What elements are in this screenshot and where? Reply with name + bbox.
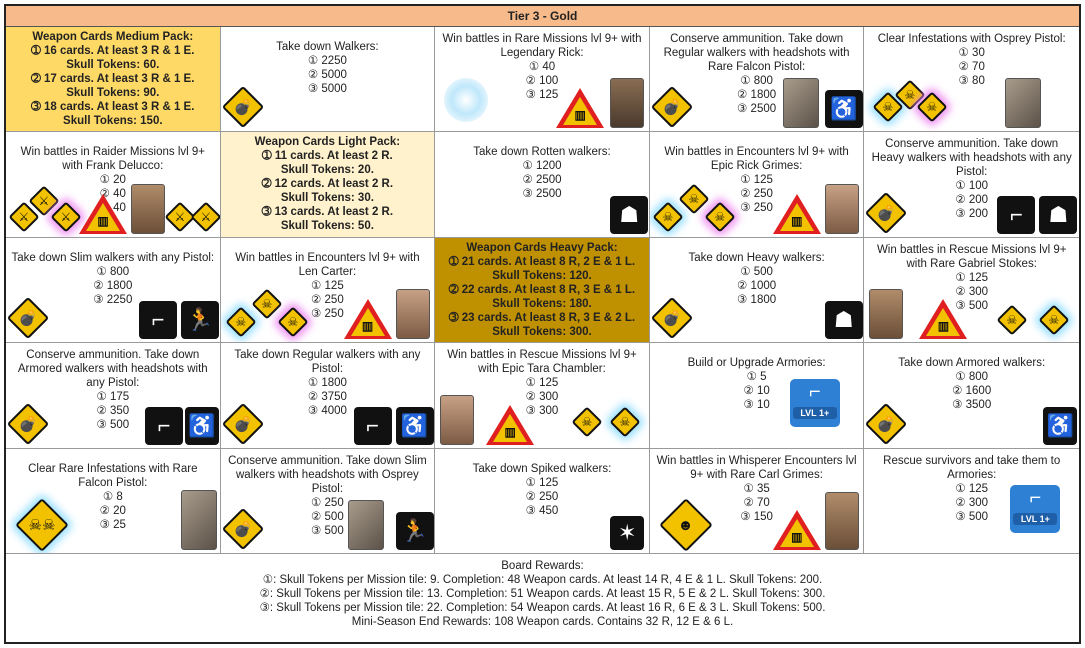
- skull-diamond-icon: ☠: [610, 406, 641, 437]
- mission-text: Take down Walkers:: [276, 41, 379, 53]
- mission-text: Conserve ammunition. Take down Slim walkers with headshots with Osprey Pistol:: [228, 454, 427, 495]
- mission-icons: [653, 293, 861, 339]
- tier-1: ① 500: [740, 265, 773, 278]
- tier-1: ① 5: [746, 371, 767, 384]
- tara-chambler-portrait: [440, 395, 474, 445]
- barricade-warning-icon: ▥: [556, 88, 604, 128]
- mission-icons: [653, 82, 861, 128]
- mission-icons: [224, 504, 432, 550]
- heavy-walker-icon: ☗: [825, 301, 863, 339]
- mission-text: Build or Upgrade Armories:: [687, 357, 826, 370]
- falcon-pistol-card: [181, 490, 217, 550]
- pack-line: Skull Tokens: 30.: [280, 192, 374, 205]
- tier-3: ③ 300: [525, 405, 559, 418]
- raider-diamond-icon: ⚔: [50, 201, 81, 232]
- tier-3: ③ 3500: [952, 399, 992, 412]
- osprey-pistol-card: [1005, 78, 1041, 128]
- tier-3: ③ 250: [311, 307, 344, 320]
- mission-grid: [6, 27, 1079, 554]
- barricade-warning-icon: ▥: [773, 194, 821, 234]
- mission-text: Take down Rotten walkers:: [473, 146, 611, 159]
- mission-text: Clear Infestations with Osprey Pistol:: [877, 33, 1066, 45]
- tier-2: ② 250: [525, 490, 559, 503]
- mission-text: Win battles in Rescue Missions lvl 9+ with Rare Gabriel Stokes:: [876, 243, 1067, 270]
- tier-2: ② 1600: [952, 385, 992, 398]
- tier-1: ① 8: [102, 490, 123, 503]
- pack-line: ➂ 23 cards. At least 8 R, 3 E & 2 L.: [448, 311, 636, 324]
- legendary-rick-portrait: [610, 78, 644, 128]
- tier-2: ② 200: [955, 194, 989, 207]
- mission-text: Take down Regular walkers with any Pistol:: [234, 349, 421, 376]
- tier-3: ③ 150: [740, 510, 773, 523]
- mission-icons: [867, 293, 1076, 339]
- mission-icons: [9, 188, 217, 234]
- mission-text: Win battles in Whisperer Encounters lvl 9+ with Rare Carl Grimes:: [656, 454, 857, 481]
- tier-1: ① 250: [311, 496, 344, 509]
- tier-2: ② 10: [743, 385, 770, 398]
- mission-text: Win battles in Raider Missions lvl 9+ with Frank Delucco:: [20, 146, 205, 173]
- mission-cell-armored-headshots[interactable]: [6, 343, 221, 448]
- mission-icons: [224, 82, 432, 128]
- pack-line: ➁ 22 cards. At least 8 R, 3 E & 1 L.: [448, 283, 636, 296]
- mission-text: Take down Heavy walkers:: [688, 251, 825, 264]
- tier-2: ② 500: [311, 510, 344, 523]
- tier-2: ② 5000: [307, 69, 347, 81]
- tier-1: ① 800: [96, 265, 130, 278]
- tier-2: ② 350: [96, 405, 130, 418]
- mission-text: Take down Armored walkers:: [898, 357, 1046, 370]
- mission-icons: [867, 399, 1076, 445]
- skull-diamond-icon: ☠: [572, 406, 603, 437]
- barricade-warning-icon: ▥: [773, 510, 821, 550]
- tier-1: ① 125: [525, 476, 559, 489]
- mission-cell-gabriel-stokes[interactable]: [864, 238, 1079, 343]
- reward-cell-medium-pack: [6, 27, 221, 132]
- slim-walker-icon: 🏃: [181, 301, 219, 339]
- pack-line: Skull Tokens: 20.: [280, 164, 374, 177]
- skull-diamond-icon: ☠: [678, 183, 709, 214]
- tier-1: ① 125: [311, 279, 344, 292]
- tier-3: ③ 125: [525, 89, 559, 101]
- mission-text: Conserve ammunition. Take down Armored walkers with headshots with any Pistol:: [17, 349, 208, 390]
- barricade-warning-icon: ▥: [486, 405, 534, 445]
- pistol-icon: ⌐: [139, 301, 177, 339]
- mission-text: Take down Spiked walkers:: [472, 462, 612, 475]
- tier-1: ① 2250: [307, 55, 347, 67]
- tier-1: ① 800: [955, 371, 989, 384]
- skull-diamond-icon: ☠: [652, 201, 683, 232]
- tier-1: ① 100: [955, 180, 989, 193]
- grenade-diamond-icon: 💣: [7, 402, 49, 444]
- mission-text: Clear Rare Infestations with Rare Falcon Pistol:: [28, 462, 198, 489]
- tier-3: ③ 40: [99, 202, 126, 215]
- mission-cell-frank-delucco[interactable]: [6, 132, 221, 237]
- mission-cell-tara-chambler[interactable]: [435, 343, 650, 448]
- pack-line: Skull Tokens: 150.: [63, 114, 163, 127]
- mission-cell-legendary-rick[interactable]: [435, 27, 650, 132]
- skull-diamond-icon: ☠: [873, 92, 904, 123]
- tier-3: ③ 2500: [737, 103, 777, 115]
- tier-2: ② 2500: [522, 174, 562, 187]
- grenade-diamond-icon: 💣: [865, 192, 907, 234]
- barricade-warning-icon: ▥: [79, 194, 127, 234]
- frank-delucco-portrait: [131, 184, 165, 234]
- whisperer-diamond-icon: ☻: [659, 498, 713, 552]
- pack-line: Skull Tokens: 60.: [66, 58, 160, 71]
- tier-1: ① 125: [740, 174, 773, 187]
- mission-cell-rescue-survivors[interactable]: [864, 449, 1079, 554]
- mission-text: Take down Slim walkers with any Pistol:: [11, 251, 215, 264]
- mission-cell-armored-walkers[interactable]: [864, 343, 1079, 448]
- tier-3: ③ 2250: [93, 293, 133, 306]
- armory-badge-icon: ⌐ LVL 1+: [790, 379, 840, 427]
- mission-text: Win battles in Encounters lvl 9+ with Epic Rick Grimes:: [664, 146, 849, 173]
- mission-text: Win battles in Rare Missions lvl 9+ with Legendary Rick:: [442, 33, 642, 59]
- tier-2: ② 100: [525, 75, 559, 87]
- tier-1: ① 1800: [307, 377, 347, 390]
- mission-text: Rescue survivors and take them to Armories:: [883, 454, 1061, 481]
- skull-diamond-icon: ☠☠: [15, 498, 69, 552]
- tier-3: ③ 25: [99, 518, 126, 531]
- grenade-diamond-icon: 💣: [651, 86, 693, 128]
- walker-icon: ♿: [825, 90, 863, 128]
- grenade-diamond-icon: 💣: [221, 402, 263, 444]
- skull-diamond-icon: ☠: [225, 307, 256, 338]
- tier-3: ③ 1800: [737, 293, 777, 306]
- tier-3: ③ 2500: [522, 188, 562, 201]
- pack-line: ➁ 17 cards. At least 3 R & 1 E.: [31, 72, 195, 85]
- tier-1: ① 35: [743, 482, 770, 495]
- mission-cell-carl-grimes[interactable]: [650, 449, 865, 554]
- tier-2: ② 300: [955, 496, 989, 509]
- mission-icons: [438, 82, 646, 128]
- mission-cell-armories[interactable]: [650, 343, 865, 448]
- grenade-diamond-icon: 💣: [651, 297, 693, 339]
- tier-2: ② 1000: [737, 279, 777, 292]
- mission-icons: [438, 504, 646, 550]
- mission-icons: [9, 399, 217, 445]
- skull-diamond-icon: ☠: [1039, 305, 1070, 336]
- tier-3: ③ 500: [955, 299, 989, 312]
- raider-diamond-icon: ⚔: [28, 185, 59, 216]
- event-board: [4, 4, 1081, 644]
- tier-3: ③ 200: [955, 208, 989, 221]
- gabriel-stokes-portrait: [869, 289, 903, 339]
- pack-line: ➀ 11 cards. At least 2 R.: [262, 150, 393, 163]
- raider-diamond-icon: ⚔: [190, 201, 220, 232]
- mission-cell-heavy-walkers[interactable]: [650, 238, 865, 343]
- season-end-rewards: Mini-Season End Rewards: 108 Weapon cards. Contains 32 R, 12 E & 6 L.: [351, 616, 734, 628]
- epic-rick-grimes-portrait: [825, 184, 859, 234]
- mission-cell-slim-headshots[interactable]: [221, 449, 436, 554]
- pack-title: Weapon Cards Light Pack:: [254, 136, 401, 149]
- tier-3: ③ 250: [740, 202, 773, 215]
- tier-2: ② 70: [743, 496, 770, 509]
- tier-2: ② 1800: [737, 89, 777, 101]
- tier-2: ② 250: [311, 293, 344, 306]
- armored-walker-icon: ♿: [185, 407, 219, 445]
- mission-icons: [653, 504, 861, 550]
- tier-2: ② 20: [99, 504, 126, 517]
- skull-diamond-icon: ☠: [277, 307, 308, 338]
- armory-level-label: LVL 1+: [793, 407, 837, 419]
- tier-2: ② 300: [525, 391, 559, 404]
- pistol-icon: ⌐: [145, 407, 183, 445]
- mission-icons: [9, 293, 217, 339]
- tier-3: ③ 4000: [307, 405, 347, 418]
- mission-icons: [867, 188, 1076, 234]
- grenade-diamond-icon: 💣: [865, 402, 907, 444]
- mission-cell-rare-infestations[interactable]: [6, 449, 221, 554]
- tier-2: ② 300: [955, 285, 989, 298]
- tier-1: ① 1200: [522, 160, 562, 173]
- mission-icons: [438, 399, 646, 445]
- mission-icons: [438, 188, 646, 234]
- mission-icons: [653, 188, 861, 234]
- mission-icons: [9, 504, 217, 550]
- grenade-diamond-icon: 💣: [221, 86, 263, 128]
- pistol-icon: ⌐: [997, 196, 1035, 234]
- board-rewards-heading: Board Rewards:: [501, 560, 584, 572]
- rare-mission-star-icon: [444, 78, 488, 122]
- heavy-walker-icon: ☗: [1039, 196, 1077, 234]
- mission-text: Win battles in Encounters lvl 9+ with Len Carter:: [235, 251, 420, 278]
- mission-cell-epic-rick[interactable]: [650, 132, 865, 237]
- tier-1: ① 125: [955, 482, 989, 495]
- mission-cell-spiked-walkers[interactable]: [435, 449, 650, 554]
- barricade-warning-icon: ▥: [344, 299, 392, 339]
- spiked-walker-icon: ✶: [610, 516, 644, 550]
- mission-icons: [224, 293, 432, 339]
- carl-grimes-portrait: [825, 492, 859, 550]
- len-carter-portrait: [396, 289, 430, 339]
- tier-1: ① 30: [958, 47, 985, 59]
- mission-cell-regular-walkers[interactable]: [221, 343, 436, 448]
- grenade-diamond-icon: 💣: [7, 297, 49, 339]
- mission-cell-falcon-headshots[interactable]: [650, 27, 865, 132]
- slim-walker-icon: 🏃: [396, 512, 434, 550]
- skull-diamond-icon: ☠: [917, 92, 948, 123]
- mission-text: Conserve ammunition. Take down Regular walkers with headshots with Rare Falcon Pistol:: [663, 33, 850, 73]
- board-reward-line: ②: Skull Tokens per Mission tile: 13. Completion: 51 Weapon cards. At least 15 R, 5 E & 2 L. Skull Tokens: 300.: [259, 588, 826, 600]
- pack-line: Skull Tokens: 180.: [492, 297, 592, 310]
- rotten-walker-icon: ☗: [610, 196, 648, 234]
- skull-diamond-icon: ☠: [895, 80, 926, 111]
- reward-cell-light-pack: [221, 132, 436, 237]
- pack-line: ➂ 18 cards. At least 3 R & 1 E.: [31, 100, 195, 113]
- mission-cell-rotten-walkers[interactable]: [435, 132, 650, 237]
- tier-3: ③ 80: [958, 75, 985, 87]
- raider-diamond-icon: ⚔: [164, 201, 195, 232]
- pack-line: ➁ 12 cards. At least 2 R.: [261, 178, 394, 191]
- mission-cell-slim-walkers[interactable]: [6, 238, 221, 343]
- board-title: Tier 3 - Gold: [6, 6, 1079, 27]
- pack-line: Skull Tokens: 90.: [66, 86, 160, 99]
- grenade-diamond-icon: 💣: [221, 508, 263, 550]
- pack-line: Skull Tokens: 50.: [280, 220, 374, 233]
- mission-text: Win battles in Rescue Missions lvl 9+ with Epic Tara Chambler:: [447, 349, 637, 376]
- board-reward-line: ③: Skull Tokens per Mission tile: 22. Completion: 54 Weapon cards. At least 16 R, 6 E & 3 L. Skull Tokens: 500.: [259, 602, 826, 614]
- walker-icon: ♿: [396, 407, 434, 445]
- mission-cell-walkers[interactable]: [221, 27, 436, 132]
- falcon-pistol-card: [783, 78, 819, 128]
- skull-diamond-icon: ☠: [704, 201, 735, 232]
- tier-1: ① 175: [96, 391, 130, 404]
- reward-cell-heavy-pack: [435, 238, 650, 343]
- tier-2: ② 250: [740, 188, 773, 201]
- tier-3: ③ 5000: [307, 83, 347, 95]
- board-rewards: [6, 554, 1079, 642]
- tier-3: ③ 10: [743, 399, 770, 412]
- armory-badge-icon: ⌐ LVL 1+: [1010, 485, 1060, 533]
- pistol-icon: ⌐: [354, 407, 392, 445]
- mission-cell-heavy-headshots[interactable]: [864, 132, 1079, 237]
- tier-1: ① 20: [99, 174, 126, 187]
- tier-2: ② 1800: [93, 279, 133, 292]
- pack-line: Skull Tokens: 120.: [492, 269, 592, 282]
- tier-2: ② 3750: [307, 391, 347, 404]
- barricade-warning-icon: ▥: [919, 299, 967, 339]
- pack-line: ➀ 21 cards. At least 8 R, 2 E & 1 L.: [448, 255, 636, 268]
- tier-2: ② 40: [99, 188, 126, 201]
- pack-title: Weapon Cards Heavy Pack:: [466, 241, 618, 254]
- armory-level-label: LVL 1+: [1013, 513, 1057, 525]
- mission-cell-osprey-infestations[interactable]: [864, 27, 1079, 132]
- tier-3: ③ 500: [96, 419, 130, 432]
- armored-walker-icon: ♿: [1043, 407, 1077, 445]
- tier-1: ① 40: [528, 61, 556, 73]
- osprey-pistol-card: [348, 500, 384, 550]
- tier-1: ① 125: [955, 271, 989, 284]
- pack-title: Weapon Cards Medium Pack:: [32, 30, 194, 43]
- tier-1: ① 800: [740, 75, 773, 87]
- mission-cell-len-carter[interactable]: [221, 238, 436, 343]
- mission-text: Conserve ammunition. Take down Heavy walkers with headshots with any Pistol:: [871, 138, 1072, 179]
- pack-line: ➀ 16 cards. At least 3 R & 1 E.: [31, 44, 195, 57]
- pack-line: Skull Tokens: 300.: [492, 325, 592, 338]
- mission-icons: [224, 399, 432, 445]
- tier-3: ③ 450: [525, 504, 559, 517]
- board-reward-line: ①: Skull Tokens per Mission tile: 9. Completion: 48 Weapon cards. At least 14 R, 4 E & 1 L. Skull Tokens: 200.: [262, 574, 823, 586]
- skull-diamond-icon: ☠: [997, 305, 1028, 336]
- skull-diamond-icon: ☠: [251, 289, 282, 320]
- raider-diamond-icon: ⚔: [8, 201, 39, 232]
- tier-3: ③ 500: [311, 524, 344, 537]
- tier-3: ③ 500: [955, 510, 989, 523]
- tier-1: ① 125: [525, 377, 559, 390]
- mission-icons: [867, 82, 1076, 128]
- pack-line: ➂ 13 cards. At least 2 R.: [261, 206, 394, 219]
- tier-2: ② 70: [958, 61, 985, 73]
